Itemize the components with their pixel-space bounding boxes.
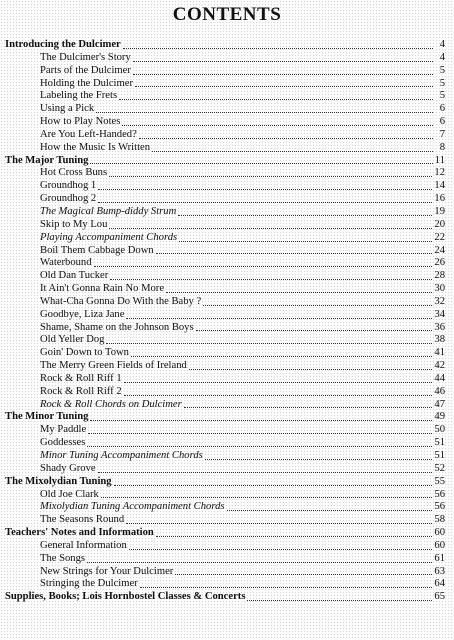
dot-leader bbox=[166, 291, 432, 293]
dot-leader bbox=[124, 381, 433, 383]
toc-page-number: 5 bbox=[439, 64, 445, 76]
toc-page-number: 7 bbox=[439, 128, 445, 140]
toc-page-number: 49 bbox=[434, 411, 445, 423]
toc-page-number: 60 bbox=[434, 539, 445, 551]
dot-leader bbox=[203, 304, 432, 306]
toc-page-number: 6 bbox=[439, 103, 445, 115]
dot-leader bbox=[205, 458, 433, 460]
dot-leader bbox=[131, 355, 432, 357]
toc-entry-title: General Information bbox=[40, 539, 127, 551]
toc-entry bbox=[0, 257, 454, 270]
toc-entry bbox=[0, 129, 454, 142]
toc-entry-title: Shady Grove bbox=[40, 462, 96, 474]
toc-page-number: 26 bbox=[434, 257, 445, 269]
toc-entry bbox=[0, 180, 454, 193]
toc-page-number: 44 bbox=[434, 372, 445, 384]
toc-entry-title: Parts of the Dulcimer bbox=[40, 64, 131, 76]
toc-page-number: 36 bbox=[434, 321, 445, 333]
toc-page-number: 61 bbox=[434, 552, 445, 564]
toc-page-number: 65 bbox=[434, 591, 445, 603]
toc-entry bbox=[0, 65, 454, 78]
toc-entry-title: Rock & Roll Riff 1 bbox=[40, 372, 122, 384]
toc-entry-title: Hot Cross Buns bbox=[40, 167, 108, 179]
dot-leader bbox=[247, 599, 432, 601]
toc-section-heading bbox=[0, 39, 454, 52]
toc-section-heading bbox=[0, 527, 454, 540]
toc-entry bbox=[0, 360, 454, 373]
toc-entry bbox=[0, 501, 454, 514]
toc-entry-title: The Seasons Round bbox=[40, 514, 125, 526]
toc-entry-title: Teachers' Notes and Information bbox=[5, 527, 154, 539]
toc-entry-title: Labeling the Frets bbox=[40, 90, 118, 102]
toc-entry-title: Holding the Dulcimer bbox=[40, 77, 133, 89]
dot-leader bbox=[98, 471, 433, 473]
toc-page-number: 8 bbox=[439, 141, 445, 153]
toc-page-number: 24 bbox=[434, 244, 445, 256]
table-of-contents bbox=[0, 39, 454, 604]
toc-page-number: 38 bbox=[434, 334, 445, 346]
toc-entry bbox=[0, 296, 454, 309]
toc-entry bbox=[0, 386, 454, 399]
toc-entry bbox=[0, 514, 454, 527]
toc-entry-title: What-Cha Gonna Do With the Baby ? bbox=[40, 295, 202, 307]
toc-entry-title: Shame, Shame on the Johnson Boys bbox=[40, 321, 194, 333]
toc-page-number: 41 bbox=[434, 347, 445, 359]
toc-entry bbox=[0, 578, 454, 591]
toc-page-number: 16 bbox=[434, 193, 445, 205]
toc-page-number: 51 bbox=[434, 437, 445, 449]
toc-section-heading bbox=[0, 155, 454, 168]
dot-leader bbox=[178, 214, 432, 216]
dot-leader bbox=[109, 227, 432, 229]
toc-entry-title: The Magical Bump-diddy Strum bbox=[40, 205, 177, 217]
dot-leader bbox=[135, 85, 433, 87]
toc-entry-title: Using a Pick bbox=[40, 103, 95, 115]
toc-page-number: 63 bbox=[434, 565, 445, 577]
toc-entry-title: The Merry Green Fields of Ireland bbox=[40, 360, 187, 372]
toc-entry bbox=[0, 347, 454, 360]
dot-leader bbox=[133, 60, 433, 62]
dot-leader bbox=[126, 317, 432, 319]
toc-page-number: 56 bbox=[434, 501, 445, 513]
toc-entry bbox=[0, 219, 454, 232]
toc-page-number: 5 bbox=[439, 77, 445, 89]
toc-page-number: 5 bbox=[439, 90, 445, 102]
toc-page-number: 51 bbox=[434, 450, 445, 461]
toc-page-number: 58 bbox=[434, 514, 445, 526]
toc-section-heading bbox=[0, 476, 454, 489]
toc-page-number: 20 bbox=[434, 218, 445, 230]
dot-leader bbox=[179, 240, 432, 242]
toc-entry-title: Stringing the Dulcimer bbox=[40, 578, 138, 590]
toc-page-number: 46 bbox=[434, 385, 445, 397]
toc-entry-title: Playing Accompaniment Chords bbox=[40, 231, 178, 243]
dot-leader bbox=[196, 329, 433, 331]
toc-page-number: 30 bbox=[434, 283, 445, 295]
toc-section-heading bbox=[0, 591, 454, 604]
toc-entry bbox=[0, 566, 454, 579]
toc-entry-title: The Songs bbox=[40, 552, 86, 564]
dot-leader bbox=[101, 496, 433, 498]
dot-leader bbox=[90, 419, 432, 421]
toc-entry-title: How the Music Is Written bbox=[40, 141, 151, 153]
dot-leader bbox=[156, 535, 433, 537]
dot-leader bbox=[98, 201, 432, 203]
toc-entry bbox=[0, 399, 454, 412]
toc-page-number: 32 bbox=[434, 295, 445, 307]
toc-entry-title: My Paddle bbox=[40, 424, 87, 436]
toc-entry-title: Mixolydian Tuning Accompaniment Chords bbox=[40, 501, 225, 513]
dot-leader bbox=[133, 73, 433, 75]
page-title: CONTENTS bbox=[172, 4, 282, 25]
toc-page-number: 14 bbox=[434, 180, 445, 192]
toc-page-number: 47 bbox=[434, 398, 445, 410]
toc-entry bbox=[0, 424, 454, 437]
toc-entry-title: Rock & Roll Chords on Dulcimer bbox=[40, 398, 182, 410]
toc-entry-title: It Ain't Gonna Rain No More bbox=[40, 283, 165, 295]
toc-entry-title: Supplies, Books; Lois Hornbostel Classes & Concerts bbox=[5, 591, 246, 603]
toc-entry-title: Are You Left-Handed? bbox=[40, 128, 137, 140]
toc-entry-title: The Dulcimer's Story bbox=[40, 51, 131, 63]
toc-entry-title: New Strings for Your Dulcimer bbox=[40, 565, 174, 577]
toc-page-number: 22 bbox=[434, 231, 445, 243]
toc-entry-title: Goin' Down to Town bbox=[40, 347, 129, 359]
toc-entry bbox=[0, 553, 454, 566]
toc-entry bbox=[0, 322, 454, 335]
toc-page-number: 52 bbox=[434, 462, 445, 474]
dot-leader bbox=[88, 432, 432, 434]
toc-page-number: 11 bbox=[434, 154, 445, 166]
toc-entry-title: The Major Tuning bbox=[5, 154, 89, 166]
toc-page-number: 42 bbox=[434, 360, 445, 372]
toc-entry bbox=[0, 232, 454, 245]
toc-section-heading bbox=[0, 411, 454, 424]
toc-entry bbox=[0, 309, 454, 322]
toc-page-number: 28 bbox=[434, 270, 445, 282]
toc-entry-title: How to Play Notes bbox=[40, 116, 121, 128]
toc-page-number: 50 bbox=[434, 424, 445, 436]
dot-leader bbox=[114, 484, 433, 486]
toc-entry-title: Old Dan Tucker bbox=[40, 270, 109, 282]
toc-entry-title: Rock & Roll Riff 2 bbox=[40, 385, 122, 397]
toc-page-number: 19 bbox=[434, 205, 445, 217]
toc-entry bbox=[0, 90, 454, 103]
toc-page-number: 64 bbox=[434, 578, 445, 590]
toc-entry bbox=[0, 270, 454, 283]
toc-entry bbox=[0, 373, 454, 386]
toc-entry-title: Old Yeller Dog bbox=[40, 334, 105, 346]
toc-page-number: 55 bbox=[434, 475, 445, 487]
toc-entry bbox=[0, 437, 454, 450]
toc-page-number: 56 bbox=[434, 488, 445, 500]
dot-leader bbox=[87, 445, 432, 447]
dot-leader bbox=[106, 342, 432, 344]
toc-entry-title: Goddesses bbox=[40, 437, 86, 449]
dot-leader bbox=[152, 150, 433, 152]
toc-page-number: 4 bbox=[439, 51, 445, 63]
toc-entry-title: Waterbound bbox=[40, 257, 92, 269]
toc-page-number: 12 bbox=[434, 167, 445, 179]
toc-entry-title: Minor Tuning Accompaniment Chords bbox=[40, 450, 203, 461]
toc-entry bbox=[0, 334, 454, 347]
toc-entry-title: The Mixolydian Tuning bbox=[5, 475, 112, 487]
dot-leader bbox=[119, 98, 433, 100]
dot-leader bbox=[98, 188, 432, 190]
dot-leader bbox=[175, 573, 432, 575]
toc-entry-title: Skip to My Lou bbox=[40, 218, 108, 230]
toc-entry bbox=[0, 142, 454, 155]
dot-leader bbox=[184, 406, 433, 408]
dot-leader bbox=[96, 111, 433, 113]
toc-entry bbox=[0, 450, 454, 463]
toc-page-number: 6 bbox=[439, 116, 445, 128]
toc-entry bbox=[0, 167, 454, 180]
dot-leader bbox=[87, 561, 432, 563]
toc-entry bbox=[0, 116, 454, 129]
toc-page-number: 60 bbox=[434, 527, 445, 539]
toc-entry bbox=[0, 245, 454, 258]
toc-entry-title: The Minor Tuning bbox=[5, 411, 89, 423]
dot-leader bbox=[126, 522, 432, 524]
dot-leader bbox=[90, 162, 432, 164]
toc-entry bbox=[0, 283, 454, 296]
dot-leader bbox=[110, 278, 432, 280]
toc-entry bbox=[0, 206, 454, 219]
toc-entry-title: Goodbye, Liza Jane bbox=[40, 308, 125, 320]
dot-leader bbox=[129, 548, 433, 550]
toc-page-number: 34 bbox=[434, 308, 445, 320]
toc-entry bbox=[0, 193, 454, 206]
toc-entry bbox=[0, 103, 454, 116]
toc-entry-title: Introducing the Dulcimer bbox=[5, 39, 121, 50]
toc-entry-title: Groundhog 1 bbox=[40, 180, 97, 192]
dot-leader bbox=[227, 509, 433, 511]
toc-entry bbox=[0, 540, 454, 553]
dot-leader bbox=[139, 137, 433, 139]
toc-entry bbox=[0, 78, 454, 91]
dot-leader bbox=[140, 586, 433, 588]
dot-leader bbox=[123, 47, 433, 49]
dot-leader bbox=[156, 252, 433, 254]
toc-entry-title: Boil Them Cabbage Down bbox=[40, 244, 154, 256]
toc-page-number: 4 bbox=[439, 39, 445, 50]
dot-leader bbox=[94, 265, 433, 267]
dot-leader bbox=[109, 175, 432, 177]
dot-leader bbox=[124, 394, 433, 396]
toc-entry-title: Old Joe Clark bbox=[40, 488, 99, 500]
toc-entry bbox=[0, 463, 454, 476]
toc-entry bbox=[0, 489, 454, 502]
toc-entry-title: Groundhog 2 bbox=[40, 193, 97, 205]
dot-leader bbox=[122, 124, 433, 126]
dot-leader bbox=[189, 368, 433, 370]
toc-entry bbox=[0, 52, 454, 65]
